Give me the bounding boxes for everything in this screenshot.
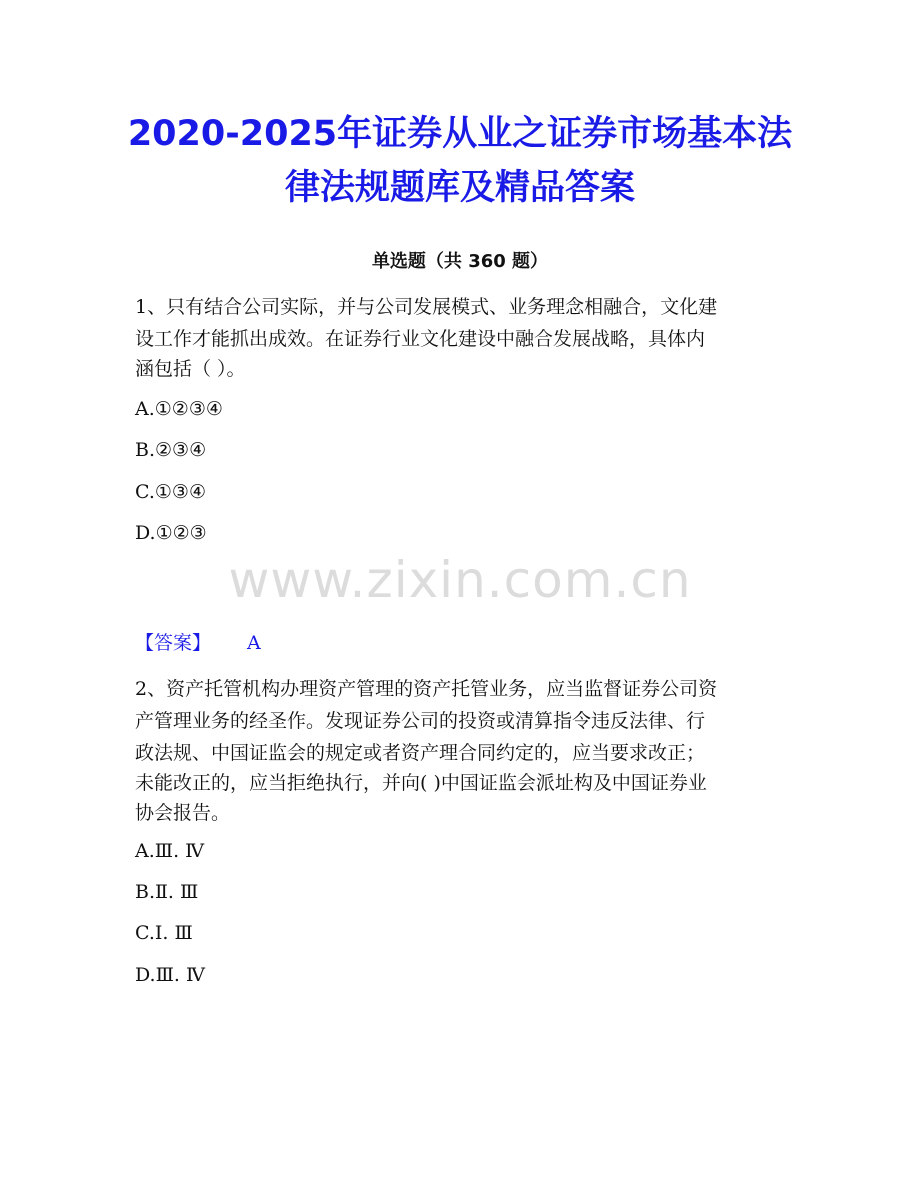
option-a: A.Ⅲ. Ⅳ [135,840,205,862]
option-b: B.Ⅱ. Ⅲ [135,881,199,903]
option-b: B.②③④ [135,439,207,461]
document-title-line-2: 律法规题库及精品答案 [284,168,635,208]
question-text-line: 未能改正的，应当拒绝执行，并向( )中国证监会派址构及中国证券业 [135,772,707,794]
option-c: C.①③④ [135,481,206,503]
question-text-line: 协会报告。 [135,802,231,824]
section-heading: 单选题（共 360 题） [371,251,549,272]
question-text-line: 设工作才能抓出成效。在证券行业文化建设中融合发展战略，具体内 [135,328,706,350]
question-text-line: 1、只有结合公司实际，并与公司发展模式、业务理念相融合，文化建 [135,296,718,318]
question-text-line: 涵包括（ ）。 [135,358,246,380]
answer-label: 【答案】 [135,632,212,654]
question-text-line: 产管理业务的经圣作。发现证券公司的投资或清算指令违反法律、行 [135,710,706,732]
option-c: C.Ⅰ. Ⅲ [135,922,193,944]
watermark: www.zixin.com.cn [228,551,692,609]
option-d: D.Ⅲ. Ⅳ [135,964,205,986]
document-title-line-1: 2020-2025年证券从业之证券市场基本法 [127,114,793,154]
answer-value: A [247,632,261,654]
answer-1 [135,628,261,658]
question-text-line: 2、资产托管机构办理资产管理的资产托管业务，应当监督证券公司资 [135,678,718,700]
option-d: D.①②③ [135,522,207,544]
option-a: A.①②③④ [135,398,223,420]
question-text-line: 政法规、中国证监会的规定或者资产理合同约定的，应当要求改正； [135,742,706,764]
